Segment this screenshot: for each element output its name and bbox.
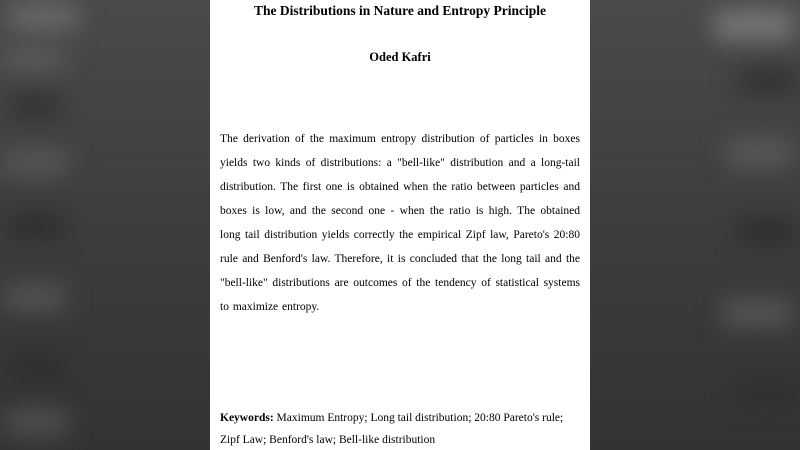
keywords-text: Maximum Entropy; Long tail distribution; 20:80 Pareto's rule; Zipf Law; Benford's law; Bell-like distribution <box>220 412 564 446</box>
keywords-label: Keywords: <box>220 412 274 424</box>
paper-page <box>210 0 590 450</box>
paper-page-content <box>210 0 590 450</box>
backdrop-smudge <box>10 96 60 116</box>
backdrop-smudge <box>4 285 66 309</box>
backdrop-smudge <box>738 380 798 404</box>
backdrop-smudge <box>738 70 798 94</box>
backdrop-smudge <box>2 150 68 174</box>
backdrop-smudge <box>4 48 64 70</box>
backdrop-smudge <box>10 355 64 377</box>
backdrop-smudge <box>4 410 68 434</box>
backdrop-smudge <box>726 140 792 166</box>
backdrop-smudge <box>8 4 78 30</box>
paper-keywords <box>220 407 580 450</box>
backdrop-smudge <box>714 10 794 40</box>
backdrop-smudge <box>8 215 64 237</box>
blurred-left-backdrop <box>0 0 210 450</box>
paper-author: Oded Kafri <box>369 50 431 64</box>
paper-abstract: The derivation of the maximum entropy distribution of particles in boxes yields two kinds of distributions: a "bell-like" distribution and a long-tail distribution. The first one is obtained when the ratio between particles and boxes is low, and the second one - when the ratio is high. The obtained long tail distribution yields correctly the empirical Zipf law, Pareto's 20:80 rule and Benford's law. Therefore, it is concluded that the long tail and the "bell-like" distributions are outcomes of the tendency of statistical systems to maximize entropy. <box>220 133 580 313</box>
paper-title: The Distributions in Nature and Entropy Principle <box>253 3 547 18</box>
backdrop-smudge <box>722 300 792 326</box>
blurred-right-backdrop <box>590 0 800 450</box>
backdrop-smudge <box>738 220 796 242</box>
